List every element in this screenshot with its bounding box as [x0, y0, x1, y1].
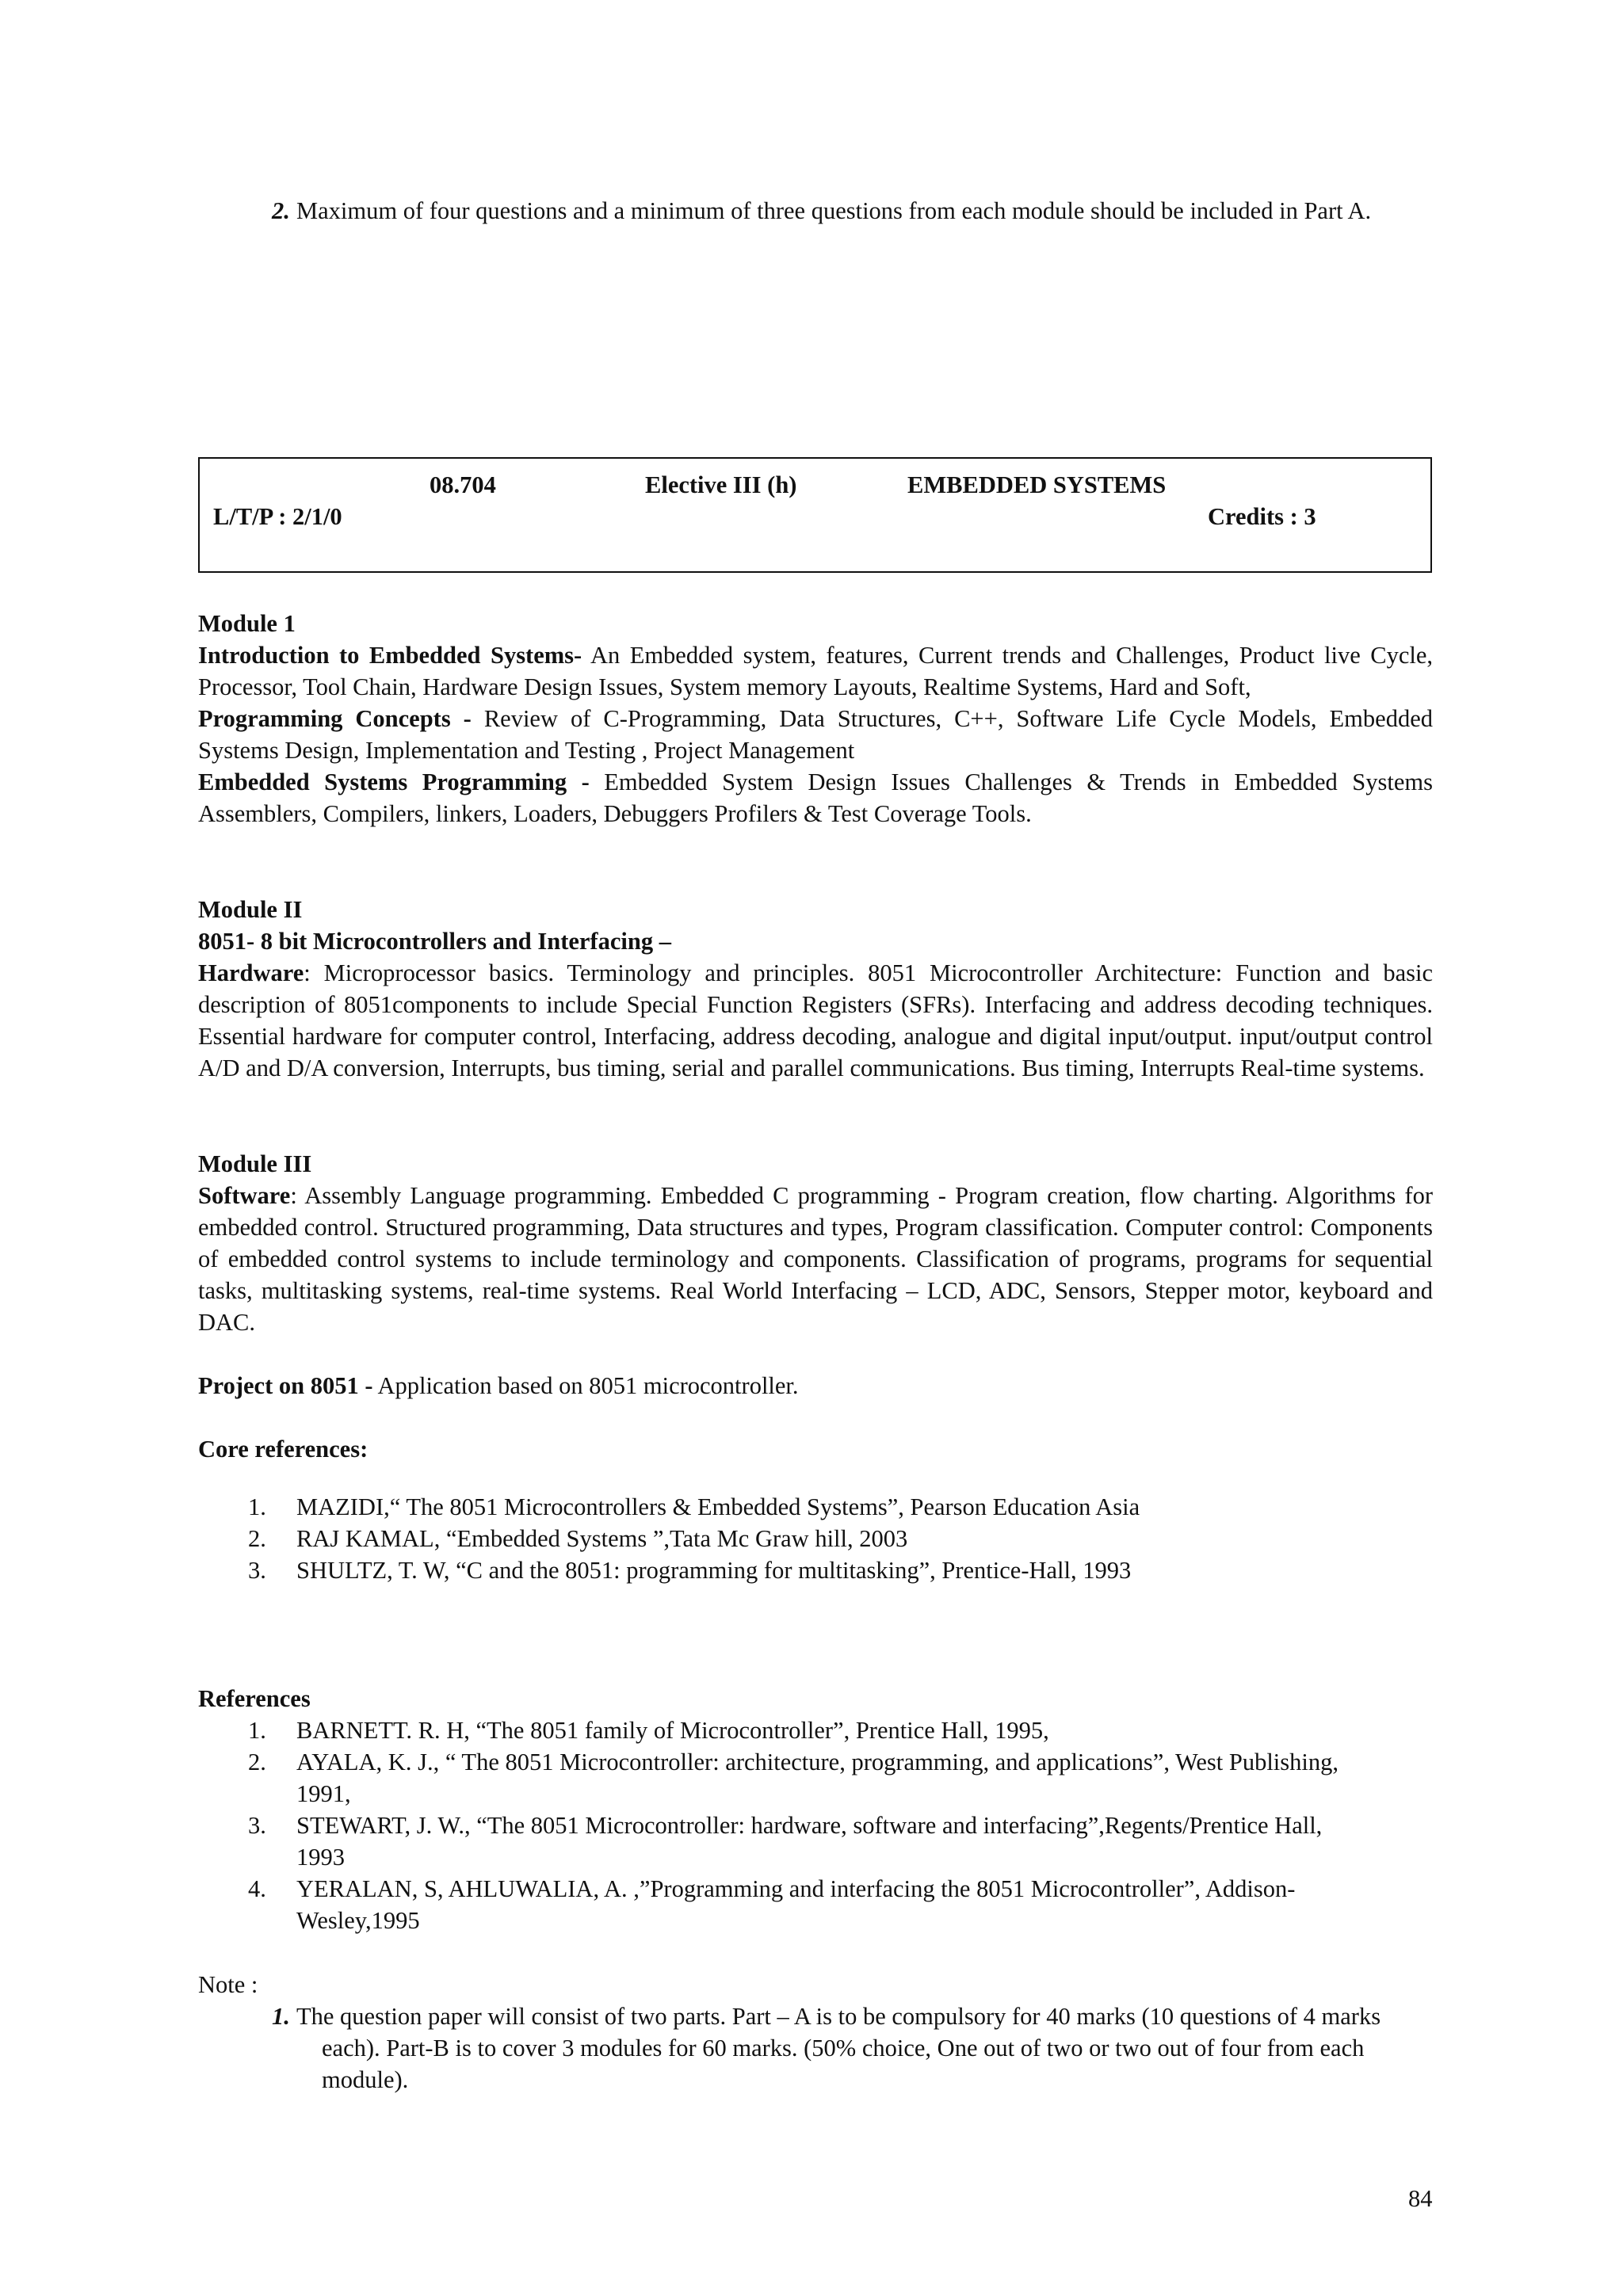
- module1-intro: [198, 639, 1433, 703]
- top-note: [272, 195, 1445, 227]
- references-heading: References: [198, 1685, 311, 1712]
- module3-heading: Module III: [198, 1150, 312, 1177]
- core-ref-index: 3.: [248, 1557, 266, 1584]
- ref-index: 2.: [248, 1749, 266, 1775]
- module2-hardware-text: : Microprocessor basics. Terminology and principles. 8051 Microcontroller Architecture: Function and basic description of 8051components to include Special Function Registers (SFRs). Interfacing and address decoding techniques. Essential hardware for computer control, Interfacing, address decoding, analogue and digital input/output. input/output control A/D and D/A conversion, Interrupts, bus timing, serial and parallel communications. Bus timing, Interrupts Real-time systems.: [198, 959, 1433, 1081]
- core-ref-index: 1.: [248, 1493, 266, 1520]
- project-paragraph: [198, 1370, 1433, 1402]
- module1-embedded: [198, 766, 1433, 830]
- list-item: [198, 1714, 1371, 1746]
- top-note-number: 2.: [272, 197, 290, 224]
- core-references-heading: Core references:: [198, 1436, 369, 1463]
- ref-index: 3.: [248, 1812, 266, 1839]
- module2-body: [198, 957, 1433, 1084]
- ref-text: AYALA, K. J., “ The 8051 Microcontroller: architecture, programming, and applications”, West Publishing, 1991,: [296, 1749, 1338, 1807]
- module2-hardware-title: Hardware: [198, 959, 304, 986]
- list-item: [198, 1746, 1371, 1810]
- course-title: EMBEDDED SYSTEMS: [907, 471, 1167, 498]
- module1-intro-text: An Embedded system, features, Current trends and Challenges, Product live Cycle, Processor, Tool Chain, Hardware Design Issues, System memory Layouts, Realtime Systems, Hard and Soft,: [198, 642, 1433, 700]
- core-ref-text: RAJ KAMAL, “Embedded Systems ”,Tata Mc Graw hill, 2003: [296, 1525, 908, 1552]
- course-credits: Credits : 3: [1208, 503, 1316, 530]
- core-ref-text: SHULTZ, T. W, “C and the 8051: programming for multitasking”, Prentice-Hall, 1993: [296, 1557, 1132, 1584]
- module2-hardware: [198, 957, 1433, 1084]
- note-text: The question paper will consist of two parts. Part – A is to be compulsory for 40 marks (10 questions of 4 marks each). Part-B is to cover 3 modules for 60 marks. (50% choice, One out of two or two out of four from each module).: [296, 2003, 1381, 2093]
- core-ref-index: 2.: [248, 1525, 266, 1552]
- list-item: [198, 1523, 1433, 1554]
- project-line: [198, 1370, 1433, 1402]
- module3-software-text: : Assembly Language programming. Embedded C programming - Program creation, flow charting. Algorithms for embedded control. Structured programming, Data structures and types, Program classification. Computer control: Components of embedded control systems to include terminology and components. Classification of programs, programs for sequential tasks, multitasking systems, real-time systems. Real World Interfacing – LCD, ADC, Sensors, Stepper motor, keyboard and DAC.: [198, 1182, 1433, 1336]
- page-number: 84: [1408, 2185, 1433, 2212]
- list-item: [198, 1554, 1433, 1586]
- module2-heading: Module II: [198, 896, 303, 923]
- core-references-list: [198, 1491, 1433, 1586]
- note-label: Note :: [198, 1971, 258, 1998]
- module1-intro-title: Introduction to Embedded Systems-: [198, 642, 582, 669]
- ref-text: STEWART, J. W., “The 8051 Microcontroller: hardware, software and interfacing”,Regents/Prentice Hall, 1993: [296, 1812, 1323, 1871]
- course-ltp: L/T/P : 2/1/0: [213, 503, 342, 530]
- course-header-box: [198, 457, 1432, 573]
- module1-programming: [198, 703, 1433, 766]
- module2-subheading: 8051- 8 bit Microcontrollers and Interfacing –: [198, 928, 671, 955]
- list-item: [198, 1491, 1433, 1523]
- ref-index: 1.: [248, 1717, 266, 1744]
- module1-embedded-title: Embedded Systems Programming -: [198, 769, 590, 795]
- course-code: 08.704: [430, 471, 496, 498]
- module1-programming-text: Review of C-Programming, Data Structures, C++, Software Life Cycle Models, Embedded Systems Design, Implementation and Testing , Project Management: [198, 705, 1433, 764]
- references-list: [198, 1714, 1371, 1936]
- module3-body: [198, 1180, 1433, 1338]
- module1-embedded-text: Embedded System Design Issues Challenges & Trends in Embedded Systems Assemblers, Compilers, linkers, Loaders, Debuggers Profilers & Test Coverage Tools.: [198, 769, 1433, 827]
- project-text: Application based on 8051 microcontroller.: [372, 1372, 799, 1399]
- list-item: [198, 1873, 1371, 1936]
- module1-heading: Module 1: [198, 610, 296, 637]
- ref-text: YERALAN, S, AHLUWALIA, A. ,”Programming and interfacing the 8051 Microcontroller”, Addison-Wesley,1995: [296, 1875, 1296, 1934]
- ref-index: 4.: [248, 1875, 266, 1902]
- note-item: [272, 2000, 1433, 2096]
- module1-body: [198, 639, 1433, 830]
- module3-software: [198, 1180, 1433, 1338]
- module3-software-title: Software: [198, 1182, 291, 1209]
- top-note-text: Maximum of four questions and a minimum of three questions from each module should be included in Part A.: [296, 197, 1372, 224]
- course-elective: Elective III (h): [645, 471, 797, 498]
- note-number: 1.: [272, 2003, 290, 2030]
- ref-text: BARNETT. R. H, “The 8051 family of Microcontroller”, Prentice Hall, 1995,: [296, 1717, 1049, 1744]
- module1-programming-title: Programming Concepts -: [198, 705, 472, 732]
- core-ref-text: MAZIDI,“ The 8051 Microcontrollers & Embedded Systems”, Pearson Education Asia: [296, 1493, 1140, 1520]
- project-title: Project on 8051 -: [198, 1372, 373, 1399]
- list-item: [198, 1810, 1371, 1873]
